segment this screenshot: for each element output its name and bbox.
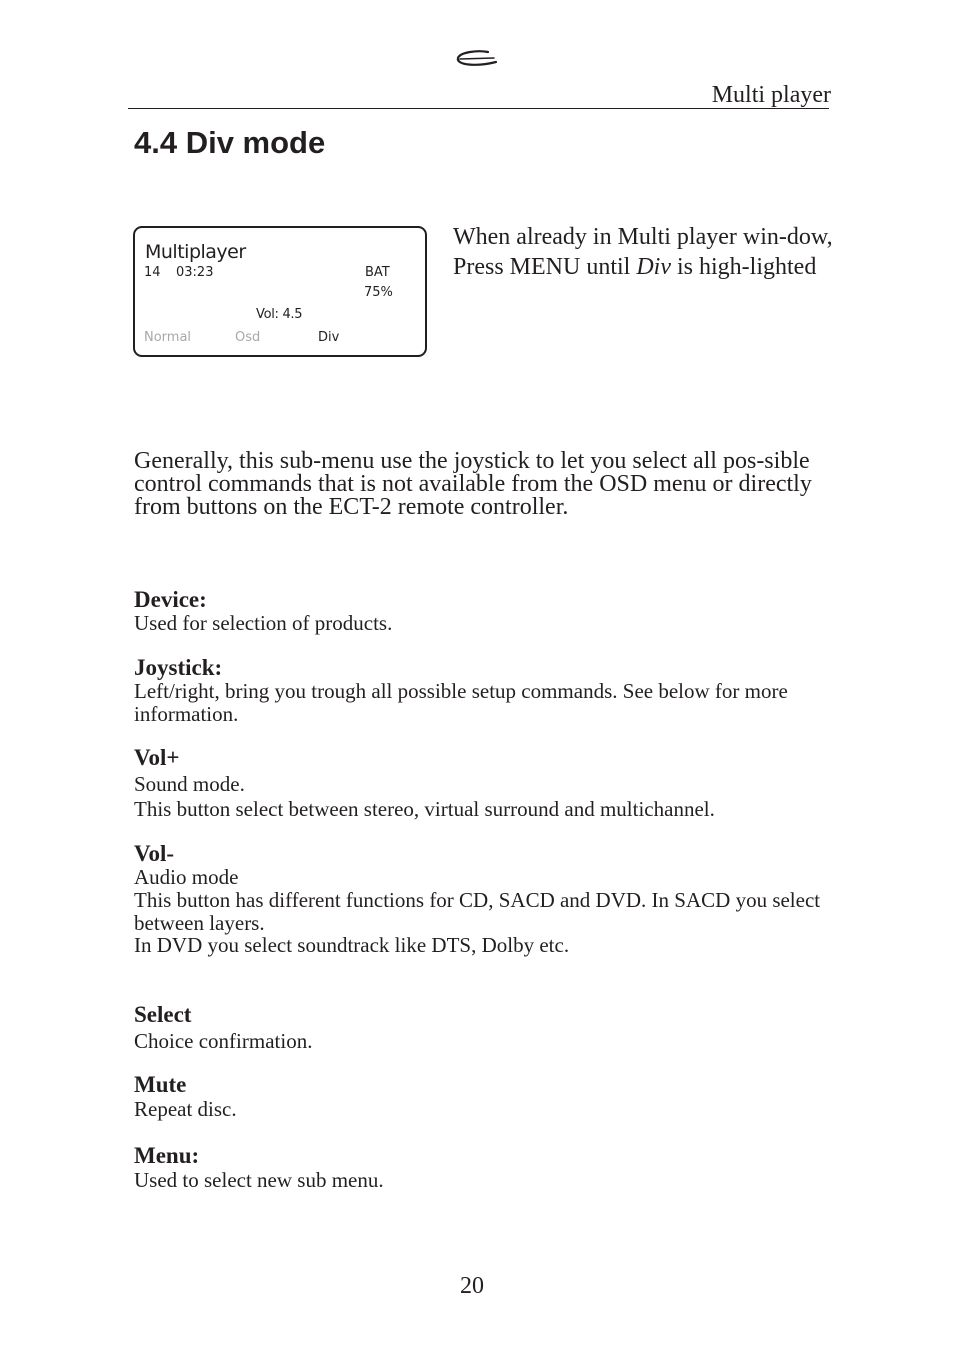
page-number: 20 [460, 1273, 484, 1299]
intro-text-italic: Div [636, 254, 671, 280]
display-time: 03:23 [176, 265, 214, 280]
display-track-number: 14 [144, 265, 161, 280]
general-paragraph: Generally, this sub-menu use the joystick to let you select all pos-sible control commands that is not available from the OSD menu or directly from buttons on the ECT-2 remote controller. [134, 448, 812, 520]
desc-vol-minus-1: Audio mode [134, 865, 239, 889]
term-device: Device: [134, 587, 207, 612]
page-title: 4.4 Div mode [134, 125, 326, 160]
term-joystick: Joystick: [134, 655, 223, 680]
term-vol-plus: Vol+ [134, 745, 180, 770]
display-battery-value: 75% [364, 285, 393, 300]
header-rule [128, 108, 829, 109]
display-mode-normal: Normal [144, 330, 192, 345]
desc-device: Used for selection of products. [134, 611, 393, 635]
display-battery-label: BAT [365, 265, 390, 280]
intro-text [453, 222, 833, 282]
desc-vol-plus-2: This button select between stereo, virtual surround and multichannel. [134, 797, 715, 821]
term-select: Select [134, 1002, 192, 1027]
desc-joystick: Left/right, bring you trough all possible setup commands. See below for more information. [134, 679, 788, 726]
desc-menu: Used to select new sub menu. [134, 1168, 384, 1192]
desc-mute: Repeat disc. [134, 1097, 237, 1121]
stylized-e-logo-icon [452, 46, 506, 76]
device-display [133, 226, 427, 357]
desc-vol-minus-2: This button has different functions for CD, SACD and DVD. In SACD you select between layers. [134, 888, 821, 935]
display-volume: Vol: 4.5 [256, 307, 303, 322]
desc-vol-plus-1: Sound mode. [134, 772, 245, 796]
term-menu: Menu: [134, 1143, 200, 1168]
intro-text-end: is high-lighted [671, 254, 817, 280]
term-vol-minus: Vol- [134, 841, 175, 866]
intro-text-start: When already in Multi player win-dow, Press MENU until [453, 224, 833, 280]
desc-vol-minus-3: In DVD you select soundtrack like DTS, Dolby etc. [134, 933, 570, 957]
display-mode-div: Div [318, 330, 340, 345]
term-mute: Mute [134, 1072, 187, 1097]
section-label: Multi player [711, 82, 831, 108]
desc-select: Choice confirmation. [134, 1029, 313, 1053]
display-mode-osd: Osd [235, 330, 261, 345]
display-title: Multiplayer [145, 241, 246, 263]
